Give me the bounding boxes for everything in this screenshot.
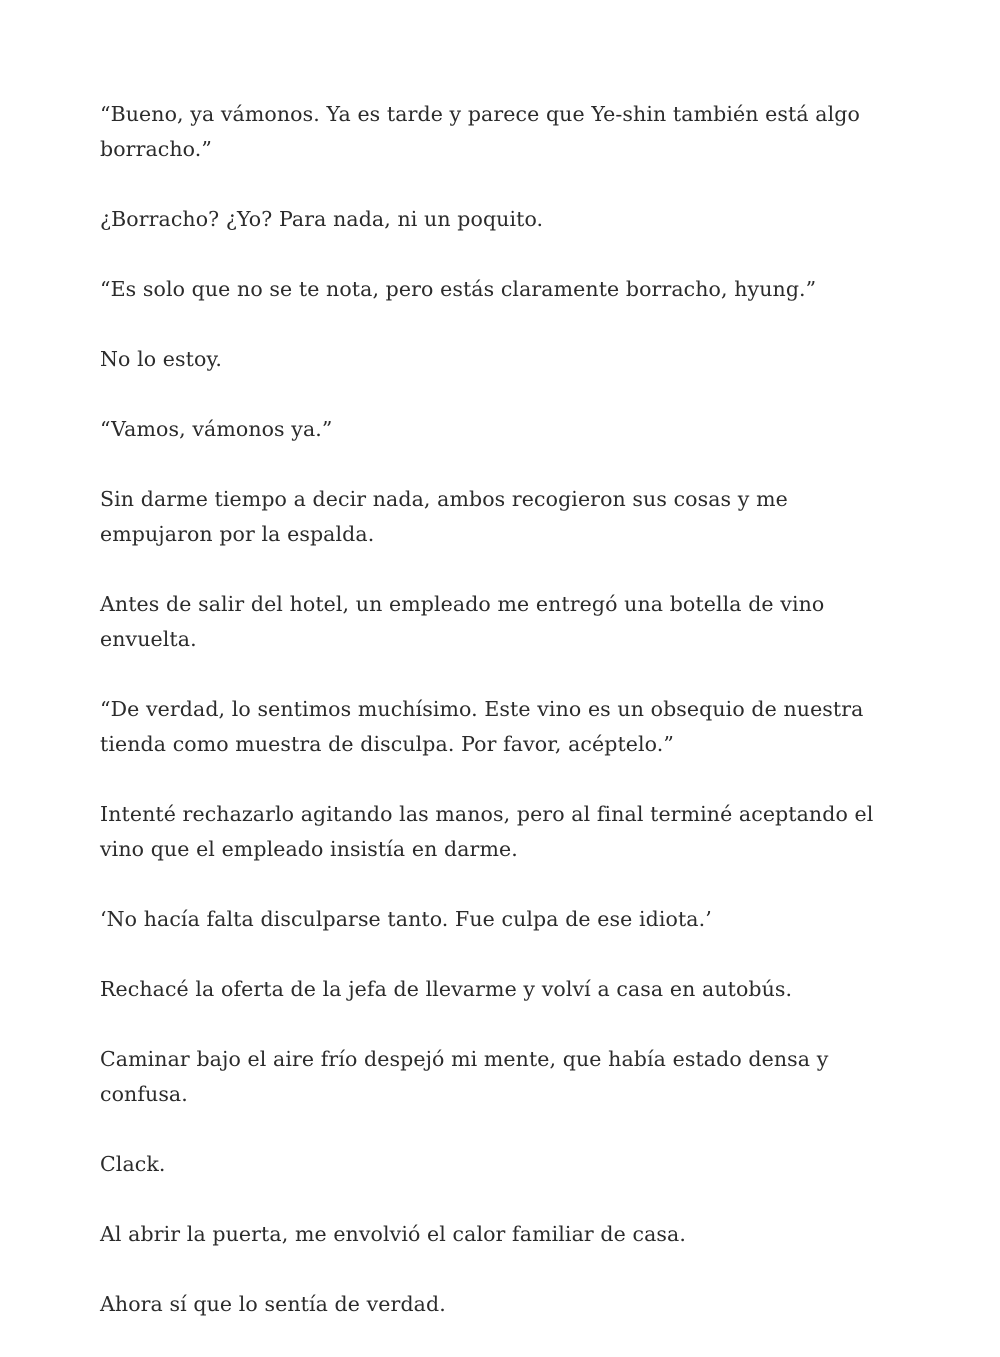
paragraph: Al abrir la puerta, me envolvió el calor familiar de casa.	[100, 1222, 686, 1246]
paragraph: ¿Borracho? ¿Yo? Para nada, ni un poquito.	[100, 207, 544, 231]
paragraph: Ahora sí que lo sentía de verdad.	[100, 1292, 446, 1316]
paragraph: Intenté rechazarlo agitando las manos, pero al final terminé aceptando el vino que el empleado insistía en darme.	[100, 802, 874, 861]
story-text	[100, 97, 905, 1357]
paragraph: Caminar bajo el aire frío despejó mi mente, que había estado densa y confusa.	[100, 1047, 829, 1106]
paragraph: Rechacé la oferta de la jefa de llevarme y volví a casa en autobús.	[100, 977, 793, 1001]
paragraph: No lo estoy.	[100, 347, 223, 371]
paragraph: “Vamos, vámonos ya.”	[100, 417, 333, 441]
paragraph: “De verdad, lo sentimos muchísimo. Este vino es un obsequio de nuestra tienda como muestra de disculpa. Por favor, acéptelo.”	[100, 697, 864, 756]
paragraph: Sin darme tiempo a decir nada, ambos recogieron sus cosas y me empujaron por la espalda.	[100, 487, 788, 546]
paragraph: “Es solo que no se te nota, pero estás claramente borracho, hyung.”	[100, 277, 817, 301]
paragraph: Clack.	[100, 1152, 166, 1176]
paragraph: ‘No hacía falta disculparse tanto. Fue culpa de ese idiota.’	[100, 907, 712, 931]
paragraph: “Bueno, ya vámonos. Ya es tarde y parece que Ye-shin también está algo borracho.”	[100, 102, 860, 161]
paragraph: Antes de salir del hotel, un empleado me entregó una botella de vino envuelta.	[100, 592, 825, 651]
